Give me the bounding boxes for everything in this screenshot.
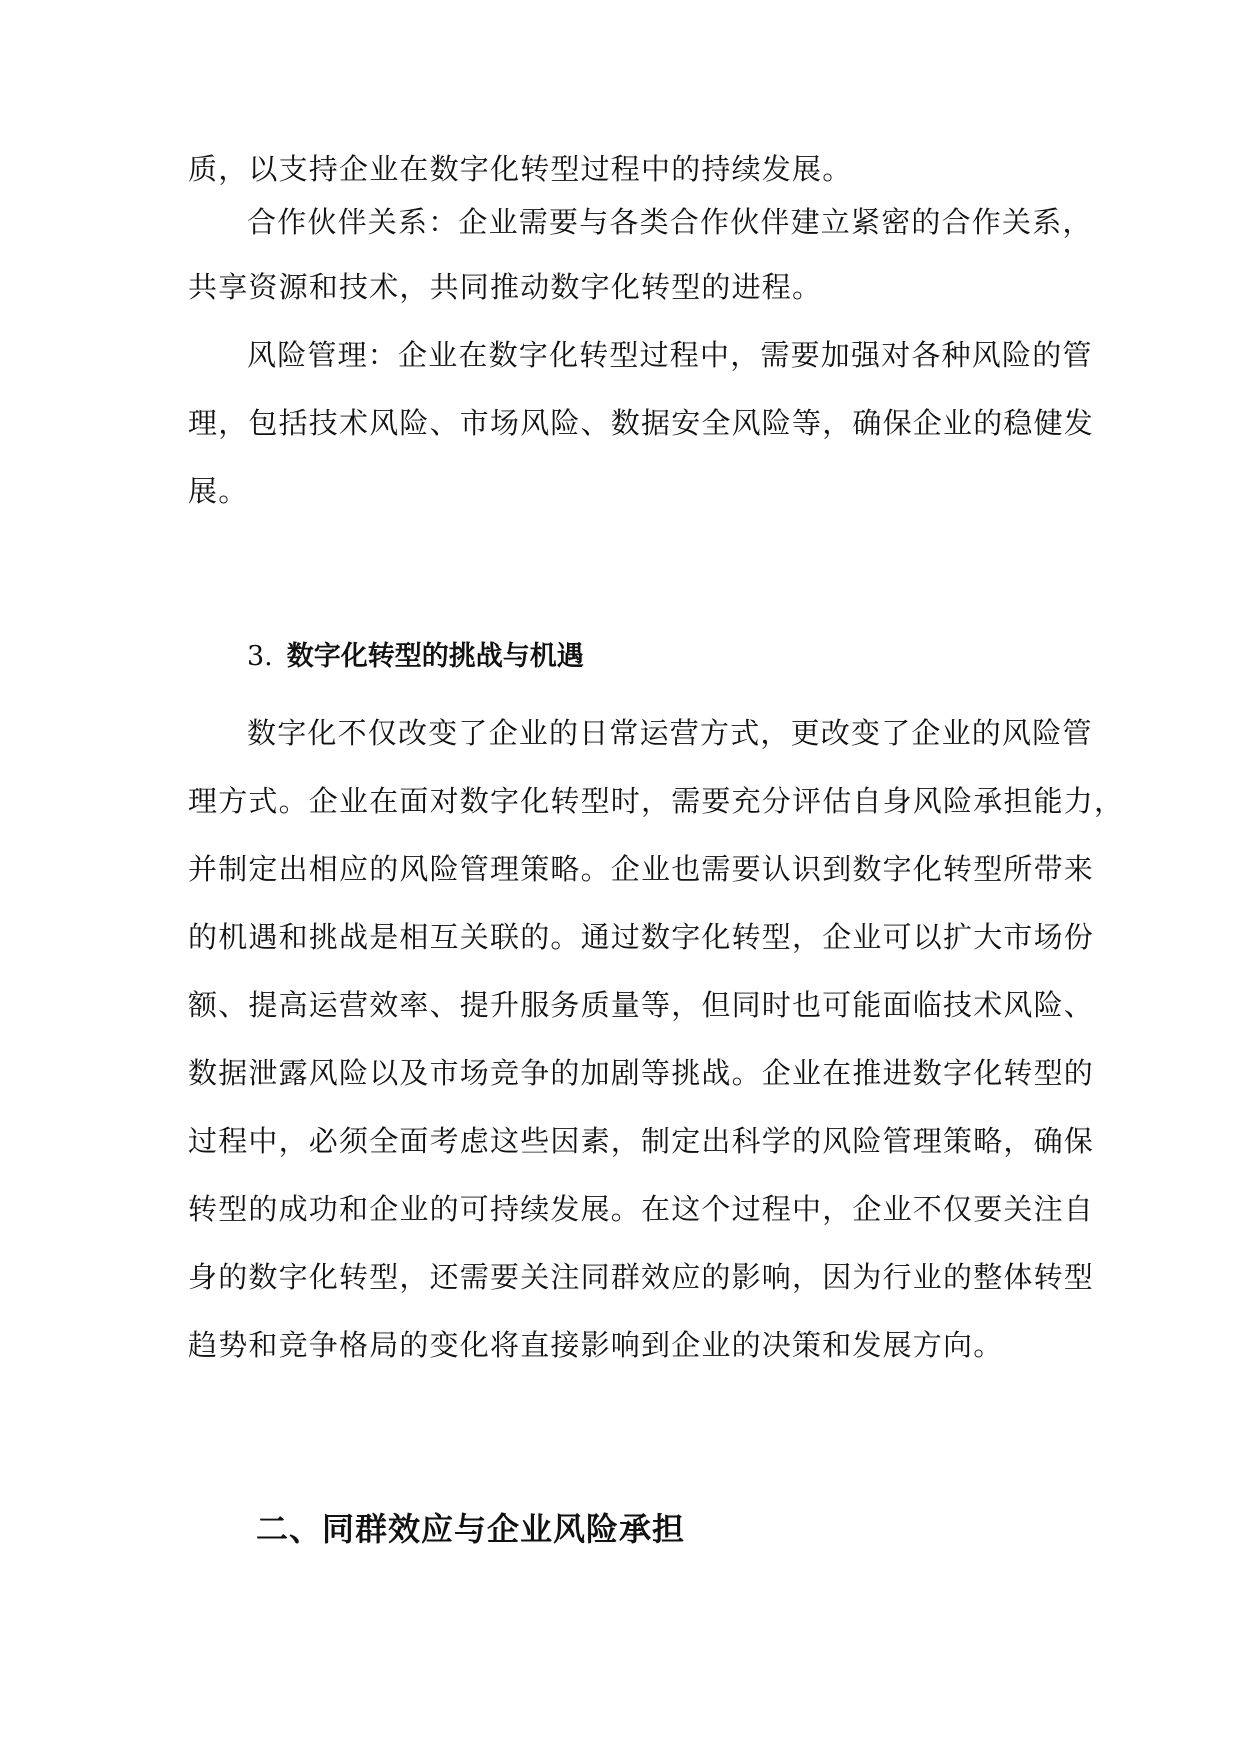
paragraph-line: 额、提高运营效率、提升服务质量等，但同时也可能面临技术风险、	[188, 988, 1095, 1022]
paragraph-line: 理，包括技术风险、市场风险、数据安全风险等，确保企业的稳健发	[188, 406, 1095, 440]
paragraph-line: 风险管理：企业在数字化转型过程中，需要加强对各种风险的管	[247, 338, 1093, 372]
paragraph-line: 过程中，必须全面考虑这些因素，制定出科学的风险管理策略，确保	[188, 1124, 1095, 1158]
paragraph-line: 共享资源和技术，共同推动数字化转型的进程。	[188, 270, 823, 304]
paragraph-line: 趋势和竞争格局的变化将直接影响到企业的决策和发展方向。	[188, 1328, 1004, 1362]
paragraph-line: 并制定出相应的风险管理策略。企业也需要认识到数字化转型所带来	[188, 852, 1095, 886]
subsection-number: 3.	[247, 641, 273, 672]
paragraph-line: 的机遇和挑战是相互关联的。通过数字化转型，企业可以扩大市场份	[188, 920, 1095, 954]
paragraph-line: 合作伙伴关系：企业需要与各类合作伙伴建立紧密的合作关系，	[247, 205, 1093, 239]
section-heading: 二、同群效应与企业风险承担	[256, 1510, 686, 1548]
paragraph-line: 转型的成功和企业的可持续发展。在这个过程中，企业不仅要关注自	[188, 1192, 1095, 1226]
subsection-heading	[247, 637, 584, 677]
paragraph-line: 质，以支持企业在数字化转型过程中的持续发展。	[188, 152, 853, 186]
paragraph-line: 身的数字化转型，还需要关注同群效应的影响，因为行业的整体转型	[188, 1260, 1095, 1294]
paragraph-line: 理方式。企业在面对数字化转型时，需要充分评估自身风险承担能力，	[188, 784, 1125, 818]
subsection-title: 数字化转型的挑战与机遇	[286, 641, 584, 672]
paragraph-line: 数字化不仅改变了企业的日常运营方式，更改变了企业的风险管	[247, 716, 1093, 750]
paragraph-line: 数据泄露风险以及市场竞争的加剧等挑战。企业在推进数字化转型的	[188, 1056, 1095, 1090]
paragraph-line: 展。	[188, 474, 249, 508]
